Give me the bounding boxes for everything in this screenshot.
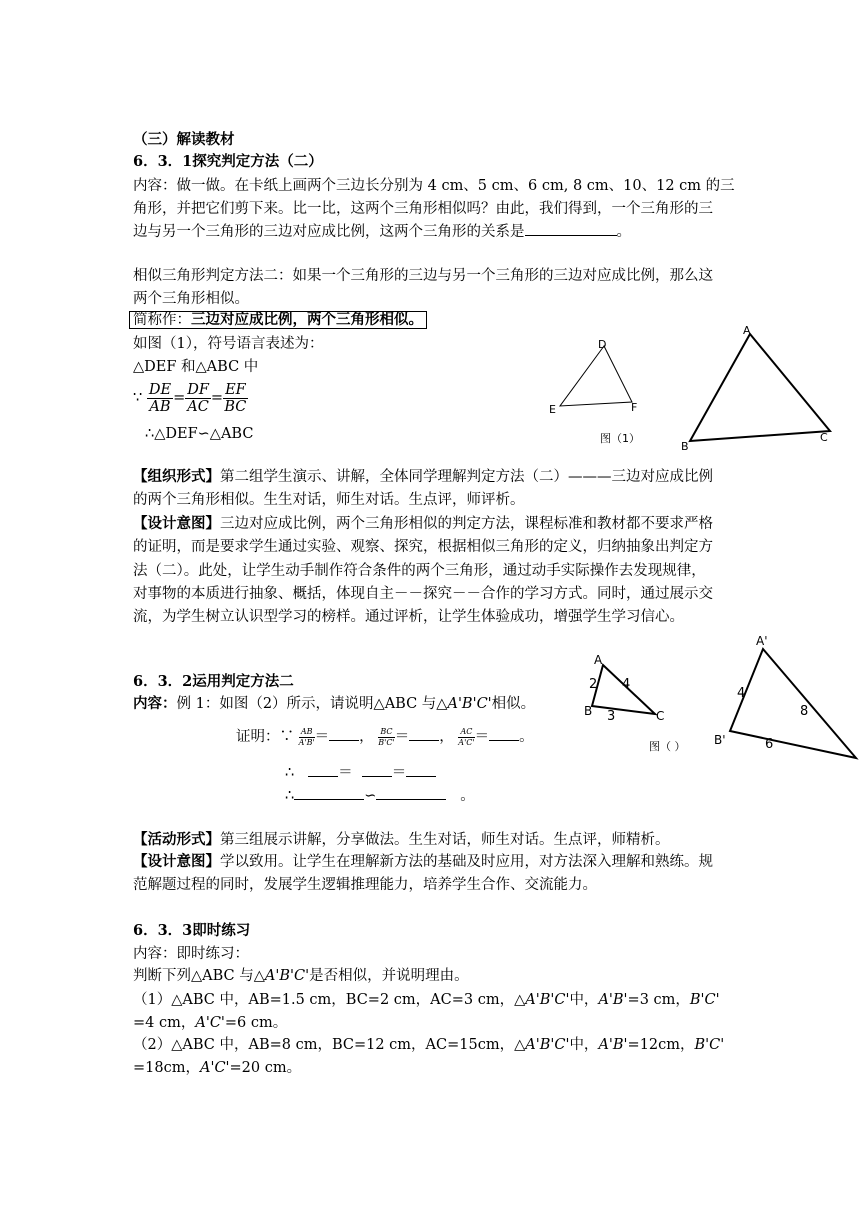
proof-line: ∴ ＝ ＝ bbox=[285, 762, 436, 783]
method-statement: 相似三角形判定方法二：如果一个三角形的三边与另一个三角形的三边对应成比例，那么这 bbox=[133, 268, 713, 284]
side-label: 4 bbox=[622, 677, 631, 692]
activity-note bbox=[133, 830, 670, 850]
note-text: 第三组展示讲解，分享做法。生生对话，师生对话。生点评，师精析。 bbox=[220, 832, 670, 848]
answer-blank[interactable] bbox=[329, 726, 359, 741]
side-label: 8 bbox=[800, 704, 809, 719]
conclusion-statement: ∴△DEF∽△ABC bbox=[145, 426, 254, 442]
content-line: 内容：即时练习： bbox=[133, 946, 249, 962]
content-label: 内容： bbox=[133, 695, 177, 712]
problem-1: （1）△ABC 中，AB=1.5 cm，BC=2 cm，AC=3 cm，△A'B'C'中，A'B'=3 cm，B'C' bbox=[133, 992, 720, 1008]
punctuation: 。 bbox=[616, 224, 631, 240]
vertex-label: E bbox=[549, 403, 556, 416]
design-note: 范解题过程的同时，发展学生逻辑推理能力，培养学生合作、交流能力。 bbox=[133, 877, 597, 893]
ratio-fraction: $\frac{AB}{A'B'}$ bbox=[298, 726, 315, 747]
figure-2 bbox=[580, 630, 860, 765]
answer-blank[interactable] bbox=[362, 762, 392, 777]
design-note bbox=[133, 852, 713, 872]
similar-symbol: ∽ bbox=[364, 788, 377, 804]
note-text: 第二组学生演示、讲解，全体同学理解判定方法（二）———三边对应成比例 bbox=[220, 469, 713, 485]
note-label: 【设计意图】 bbox=[133, 515, 220, 532]
therefore-symbol: ∴ bbox=[285, 788, 295, 804]
vertex-label: B bbox=[584, 704, 593, 718]
ratio-fraction: $\frac{BC}{B'C'}$ bbox=[378, 726, 395, 747]
note-label: 【设计意图】 bbox=[133, 853, 220, 870]
proof-line: ∴ ∽ 。 bbox=[285, 785, 475, 806]
design-note bbox=[133, 514, 713, 534]
triangle-abc bbox=[690, 334, 830, 441]
vertex-label: B' bbox=[714, 733, 726, 747]
answer-blank[interactable] bbox=[376, 785, 446, 800]
side-label: 6 bbox=[765, 737, 774, 752]
figure-caption: 图（ ） bbox=[649, 740, 686, 753]
triangle-name: A'B'C' bbox=[264, 968, 310, 984]
content-text: 相似。 bbox=[491, 696, 536, 712]
design-note: 流，为学生树立认识型学习的榜样。通过评析，让学生体验成功，增强学生学习信心。 bbox=[133, 609, 684, 625]
problem-1: =4 cm，A'C'=6 cm。 bbox=[133, 1015, 288, 1031]
figure-caption: 图（1） bbox=[600, 432, 640, 445]
triangle-pair: △DEF 和△ABC 中 bbox=[133, 359, 259, 375]
ratio-fraction: $\frac{EF}{BC}$ bbox=[224, 381, 247, 415]
equals-sign: = bbox=[173, 390, 186, 406]
method-statement: 两个三角形相似。 bbox=[133, 291, 249, 307]
side-label: 2 bbox=[589, 677, 598, 692]
figure-intro: 如图（1），符号语言表述为： bbox=[133, 336, 324, 352]
triangle-name: A'B'C' bbox=[447, 696, 492, 712]
short-name-box bbox=[129, 310, 427, 330]
vertex-label: A bbox=[594, 653, 603, 667]
section-title-632: 6．3．2运用判定方法二 bbox=[133, 673, 294, 690]
problem-2: =18cm，A'C'=20 cm。 bbox=[133, 1060, 302, 1076]
section-title-631: 6．3．1探究判定方法（二） bbox=[133, 153, 323, 170]
design-note: 法（二）。此处，让学生动手制作符合条件的两个三角形，通过动手实际操作去发现规律， bbox=[133, 563, 706, 579]
vertex-label: C bbox=[656, 709, 665, 723]
answer-blank[interactable] bbox=[406, 762, 436, 777]
ratio-fraction: $\frac{DF}{AC}$ bbox=[187, 381, 209, 415]
organization-note bbox=[133, 467, 713, 487]
content-line: 角形，并把它们剪下来。比一比，这两个三角形相似吗？由此，我们得到，一个三角形的三 bbox=[133, 201, 713, 217]
section-header: （三）解读教材 bbox=[133, 131, 235, 148]
therefore-symbol: ∴ bbox=[285, 765, 295, 781]
ratio-fraction: $\frac{AC}{A'C'}$ bbox=[458, 726, 475, 747]
content-line bbox=[133, 221, 631, 242]
vertex-label: A bbox=[743, 324, 751, 337]
answer-blank[interactable] bbox=[308, 762, 338, 777]
answer-blank[interactable] bbox=[294, 785, 364, 800]
answer-blank[interactable] bbox=[525, 221, 617, 236]
answer-blank[interactable] bbox=[489, 726, 519, 741]
ratio-equation bbox=[133, 378, 248, 418]
answer-blank[interactable] bbox=[409, 726, 439, 741]
organization-note: 的两个三角形相似。生生对话，师生对话。生点评，师评析。 bbox=[133, 492, 525, 508]
side-label: 4 bbox=[737, 686, 746, 701]
proof-line: 证明：∵ $\frac{AB}{A'B'}$ ＝ ， $\frac{BC}{B'C'}$ ＝ ， $\frac{AC}{A'C'}$ ＝ 。 bbox=[236, 726, 534, 747]
short-label: 简称作： bbox=[133, 312, 191, 328]
content-text: 例 1：如图（2）所示，请说明△ABC 与△ bbox=[176, 696, 448, 712]
note-text: 学以致用。让学生在理解新方法的基础及时应用，对方法深入理解和熟练。规 bbox=[220, 854, 713, 870]
problem-2: （2）△ABC 中，AB=8 cm，BC=12 cm，AC=15cm，△A'B'C'中，A'B'=12cm，B'C' bbox=[133, 1037, 725, 1053]
design-note: 对事物的本质进行抽象、概括，体现自主－－探究－－合作的学习方式。同时，通过展示交 bbox=[133, 586, 713, 602]
content-line: 内容：做一做。在卡纸上画两个三边长分别为 4 cm、5 cm、6 cm, 8 cm、10、12 cm 的三 bbox=[133, 178, 735, 194]
short-statement: 三边对应成比例，两个三角形相似。 bbox=[191, 311, 423, 328]
vertex-label: D bbox=[598, 338, 607, 351]
content-text: 边与另一个三角形的三边对应成比例，这两个三角形的关系是 bbox=[133, 224, 525, 240]
example-statement bbox=[133, 694, 535, 714]
section-title-633: 6．3．3即时练习 bbox=[133, 922, 251, 939]
design-note: 的证明，而是要求学生通过实验、观察、探究，根据相似三角形的定义，归纳抽象出判定方 bbox=[133, 539, 713, 555]
vertex-label: C bbox=[820, 431, 828, 444]
ratio-fraction: $\frac{DE}{AB}$ bbox=[148, 381, 172, 415]
equals-sign: = bbox=[210, 390, 224, 406]
note-label: 【活动形式】 bbox=[133, 831, 220, 848]
vertex-label: F bbox=[631, 401, 638, 414]
question-line: 判断下列△ABC 与△A'B'C'是否相似，并说明理由。 bbox=[133, 968, 469, 984]
triangle-def bbox=[560, 346, 632, 406]
triangle-abc-prime bbox=[730, 649, 856, 758]
side-label: 3 bbox=[607, 709, 616, 724]
note-text: 三边对应成比例，两个三角形相似的判定方法，课程标准和教材都不要求严格 bbox=[220, 516, 713, 532]
vertex-label: B bbox=[681, 440, 689, 453]
proof-label: 证明：∵ bbox=[236, 729, 294, 745]
note-label: 【组织形式】 bbox=[133, 468, 220, 485]
vertex-label: A' bbox=[756, 634, 768, 648]
because-symbol: ∵ bbox=[133, 390, 143, 406]
figure-1 bbox=[540, 318, 840, 458]
